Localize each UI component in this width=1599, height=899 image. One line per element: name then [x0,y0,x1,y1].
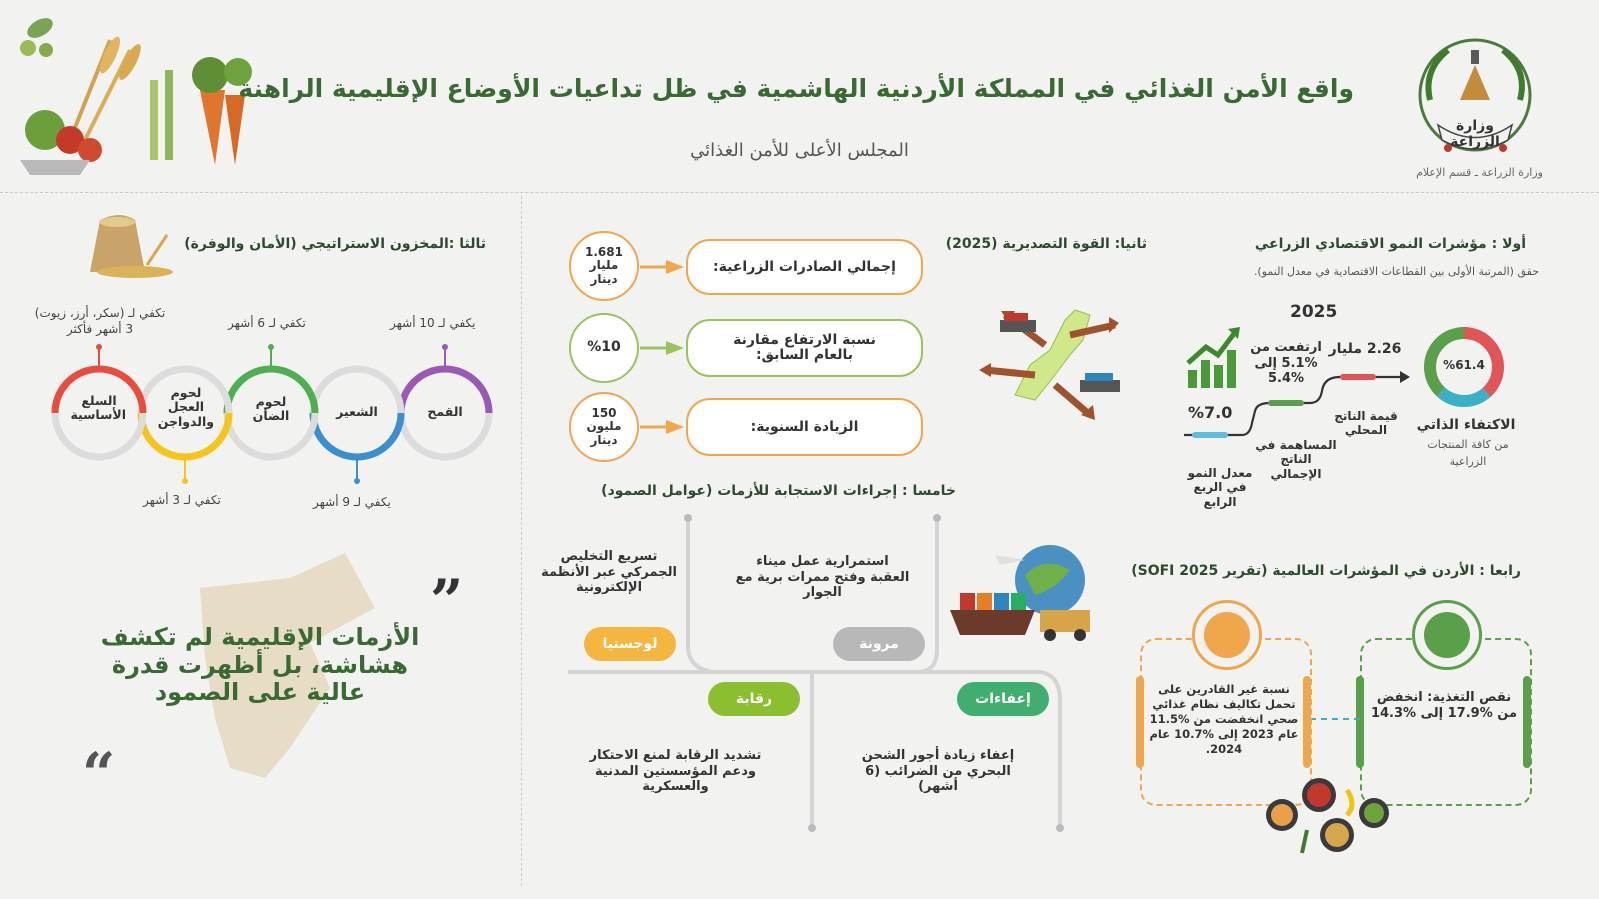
affordability-bar-right [1303,676,1311,768]
gdp-value: 2.26 مليار [1328,341,1402,357]
stock-beef-poultry: لحوم العجل والدواجن [157,385,214,429]
ministry-logo-text: وزارة الزراعة [1450,118,1500,150]
self-sufficiency-sub: من كافة المنتجات الزراعية [1427,438,1509,468]
malnutrition-bar-left [1356,676,1364,768]
export-arrow-3 [640,418,686,436]
export-total-label: إجمالي الصادرات الزراعية: [713,259,896,275]
growth-rate-value: %7.0 [1188,403,1233,422]
stock-basics: السلع الأساسية [70,393,126,423]
annual-increase-circle [569,392,639,462]
annual-increase-label: الزيادة السنوية: [750,419,859,435]
measure-exemptions-text: إعفاء زيادة أجور الشحن البحري من الضرائب (6 أشهر) [861,748,1015,795]
contribution-value: ارتفعت من %5.1 إلى %5.4 [1250,340,1322,387]
self-sufficiency-donut [1422,325,1506,409]
measure-control-tag: رقابة [708,682,800,716]
grain-sack-icon [75,210,175,280]
annual-increase-pill [686,398,923,456]
stock-wheat-duration: يكفي لـ 10 أشهر [390,316,476,330]
export-increase-circle [569,313,639,383]
export-arrow-1 [640,258,686,276]
growth-rate-label: معدل النمو في الربع الرابع [1187,466,1253,509]
section3-title: ثالثا :المخزون الاستراتيجي (الأمان والوفرة) [184,236,486,252]
annual-increase-value: 150 مليون دينار [586,406,622,447]
stock-wheat: القمح [427,404,463,419]
page-subtitle: المجلس الأعلى للأمن الغذائي [690,140,909,161]
section1-note: حقق (المرتبة الأولى بين القطاعات الاقتصادية في معدل النمو). [1253,265,1539,278]
self-sufficiency-label: الاكتفاء الذاتي [1416,417,1516,433]
indicators-connector [1310,718,1360,720]
measure-logistics-tag: لوجستيا [584,627,676,661]
quote-text: الأزمات الإقليمية لم تكشف هشاشة، بل أظهرت قدرة عالية على الصمود [100,623,420,707]
close-quote-icon: ” [430,567,464,635]
column-divider [521,196,522,886]
malnutrition-text: نقص التغذية: انخفض من %17.9 إلى %14.3 [1370,690,1518,721]
self-sufficiency-value: %61.4 [1443,358,1485,372]
malnutrition-bar-right [1523,676,1531,768]
export-increase-label: نسبة الارتفاع مقارنة بالعام السابق: [733,331,876,363]
export-total-pill [686,239,923,295]
header-divider [0,192,1599,193]
export-arrow-2 [640,339,686,357]
section1-year: 2025 [1290,302,1338,322]
section4-title: رابعا : الأردن في المؤشرات العالمية (تقرير SOFI 2025) [1131,563,1521,579]
logistics-ship-illustration [945,535,1100,645]
open-quote-icon: “ [82,740,116,808]
stock-lamb: لحوم الضأن [252,394,290,424]
stock-barley: الشعير [336,404,378,419]
measure-logistics-text: تسريع التخليص الجمركي عبر الأنظمة الإلكترونية [541,549,677,596]
section5-title: خامسا : إجراءات الاستجابة للأزمات (عوامل الصمود) [601,483,956,499]
stock-basics-duration: تكفي لـ (سكر، أرز، زيوت) 3 أشهر فأكثر [34,306,166,337]
malnutrition-marker-icon [1412,600,1482,670]
affordability-bar-left [1136,676,1144,768]
measure-flexibility-tag: مرونة [833,627,925,661]
section1-title: أولا : مؤشرات النمو الاقتصادي الزراعي [1254,236,1526,252]
ministry-logo [1408,30,1543,160]
export-increase-pill [686,319,923,377]
export-increase-value: %10 [587,339,621,356]
affordability-marker-icon [1192,600,1262,670]
gdp-label: قيمة الناتج المحلي [1334,409,1398,438]
export-total-value: 1.681 مليار دينار [585,245,623,286]
export-total-circle [569,231,639,301]
jordan-export-map [975,275,1135,425]
affordability-text: نسبة غير القادرين على تحمل تكاليف نظام غذائي صحي انخفضت من %11.5 عام 2023 إلى %10.7 عام 2024. [1149,682,1299,756]
page-title: واقع الأمن الغذائي في المملكة الأردنية الهاشمية في ظل تداعيات الأوضاع الإقليمية الراهنة [238,74,1354,103]
section2-title: ثانيا: القوة التصديرية (2025) [945,236,1147,252]
measure-exemptions-tag: إعفاءات [957,682,1049,716]
stock-barley-duration: يكفي لـ 9 أشهر [313,495,391,509]
food-plates-illustration [1262,775,1392,860]
stock-lamb-duration: تكفي لـ 6 أشهر [228,316,306,330]
measure-control-text: تشديد الرقابة لمنع الاحتكار ودعم المؤسستين المدنية والعسكرية [589,748,762,795]
measure-flexibility-text: استمرارية عمل ميناء العقبة وفتح ممرات برية مع الجوار [735,554,910,601]
stock-beef-duration: تكفي لـ 3 أشهر [143,493,221,507]
contribution-label: المساهمة في الناتج الإجمالي [1255,438,1337,481]
ministry-caption: وزارة الزراعة ـ قسم الإعلام [1416,166,1543,179]
